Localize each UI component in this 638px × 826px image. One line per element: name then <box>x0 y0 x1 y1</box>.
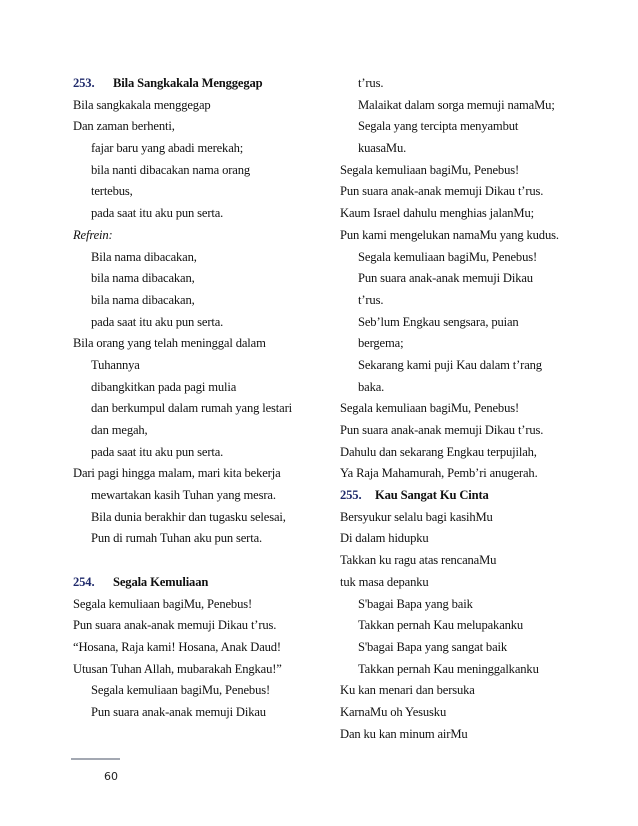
lyric-line: Takkan pernah Kau melupakanku <box>358 618 524 633</box>
lyric-line: Bersyukur selalu bagi kasihMu <box>340 509 493 524</box>
page-number: 60 <box>104 770 118 783</box>
lyric-line: Pun suara anak-anak memuji Dikau t’rus. <box>73 618 277 633</box>
lyric-line: Seb’lum Engkau sengsara, puian <box>358 314 519 329</box>
lyric-line: Pun suara anak-anak memuji Dikau <box>358 271 533 286</box>
lyric-line: Segala kemuliaan bagiMu, Penebus! <box>340 401 520 416</box>
lyric-line: Dahulu dan sekarang Engkau terpujilah, <box>340 444 537 459</box>
lyric-line: tuk masa depanku <box>340 574 429 589</box>
lyric-line: Pun suara anak-anak memuji Dikau t’rus. <box>340 184 544 199</box>
lyric-line: t’rus. <box>358 76 384 90</box>
lyric-line: Takkan pernah Kau meninggalkanku <box>358 661 539 676</box>
lyric-line: Pun suara anak-anak memuji Dikau <box>91 704 266 719</box>
lyric-line: bila nanti dibacakan nama orang <box>91 162 251 177</box>
lyric-line: mewartakan kasih Tuhan yang mesra. <box>91 488 276 503</box>
lyric-line: pada saat itu aku pun serta. <box>91 444 224 459</box>
lyric-line: Kaum Israel dahulu menghias jalanMu; <box>340 206 534 221</box>
lyric-line: baka. <box>358 379 385 394</box>
lyric-line: Pun kami mengelukan namaMu yang kudus. <box>340 227 559 242</box>
lyric-line: S'bagai Bapa yang baik <box>358 596 473 611</box>
hymn-number: 253. <box>73 76 95 90</box>
lyric-line: Pun suara anak-anak memuji Dikau t’rus. <box>340 423 544 437</box>
lyric-line: Segala kemuliaan bagiMu, Penebus! <box>340 162 520 177</box>
lyric-line: pada saat itu aku pun serta. <box>91 206 224 221</box>
lyric-line: “Hosana, Raja kami! Hosana, Anak Daud! <box>73 639 281 654</box>
lyric-line: S'bagai Bapa yang sangat baik <box>358 639 508 654</box>
lyric-line: Ku kan menari dan bersuka <box>340 683 475 698</box>
stanza-gap <box>73 550 335 572</box>
lyric-line: bila nama dibacakan, <box>91 292 195 307</box>
refrain-label: Refrein: <box>73 227 113 242</box>
lyric-line: bergema; <box>358 336 404 351</box>
lyric-line: Malaikat dalam sorga memuji namaMu; <box>358 97 555 112</box>
lyric-line: Dari pagi hingga malam, mari kita bekerja <box>73 466 281 481</box>
lyric-line: dan megah, <box>91 423 148 437</box>
lyric-line: Utusan Tuhan Allah, mubarakah Engkau!” <box>73 661 282 676</box>
lyric-line: dibangkitkan pada pagi mulia <box>91 379 237 394</box>
lyric-line: Segala kemuliaan bagiMu, Penebus! <box>73 596 253 611</box>
lyric-line: Tuhannya <box>91 357 140 372</box>
footer-rule <box>71 758 120 760</box>
lyric-line: fajar baru yang abadi merekah; <box>91 141 244 156</box>
lyric-line: Bila orang yang telah meninggal dalam <box>73 336 266 351</box>
hymn-title-text: Kau Sangat Ku Cinta <box>375 488 489 503</box>
lyric-line: Pun di rumah Tuhan aku pun serta. <box>91 531 263 546</box>
lyric-line: Bila dunia berakhir dan tugasku selesai, <box>91 509 286 524</box>
lyric-line: Ya Raja Mahamurah, Pemb’ri anugerah. <box>340 466 538 481</box>
left-column <box>73 73 335 724</box>
hymn-title <box>73 73 335 95</box>
lyric-line: Takkan ku ragu atas rencanaMu <box>340 553 497 568</box>
hymn-title-text: Segala Kemuliaan <box>113 574 209 589</box>
right-column <box>340 73 590 745</box>
hymn-number: 254. <box>73 574 95 589</box>
lyric-line: t’rus. <box>358 292 384 307</box>
lyric-line: bila nama dibacakan, <box>91 271 195 286</box>
hymn-title <box>340 485 590 507</box>
hymn-title-text: Bila Sangkakala Menggegap <box>113 76 263 90</box>
lyric-line: Dan zaman berhenti, <box>73 119 175 134</box>
lyric-line: Segala kemuliaan bagiMu, Penebus! <box>358 249 538 264</box>
lyric-line: Bila nama dibacakan, <box>91 249 197 264</box>
lyric-line: Segala kemuliaan bagiMu, Penebus! <box>91 683 271 698</box>
hymn-title <box>73 572 335 594</box>
lyric-line: KarnaMu oh Yesusku <box>340 704 447 719</box>
lyric-line: pada saat itu aku pun serta. <box>91 314 224 329</box>
lyric-line: Segala yang tercipta menyambut <box>358 119 519 134</box>
lyric-line: Di dalam hidupku <box>340 531 429 546</box>
lyric-line: kuasaMu. <box>358 141 407 156</box>
lyric-line: Sekarang kami puji Kau dalam t’rang <box>358 357 542 372</box>
lyric-line: dan berkumpul dalam rumah yang lestari <box>91 401 292 416</box>
lyric-line: Bila sangkakala menggegap <box>73 97 211 112</box>
lyric-line: Dan ku kan minum airMu <box>340 726 468 741</box>
hymn-number: 255. <box>340 488 362 503</box>
lyric-line: tertebus, <box>91 184 133 199</box>
